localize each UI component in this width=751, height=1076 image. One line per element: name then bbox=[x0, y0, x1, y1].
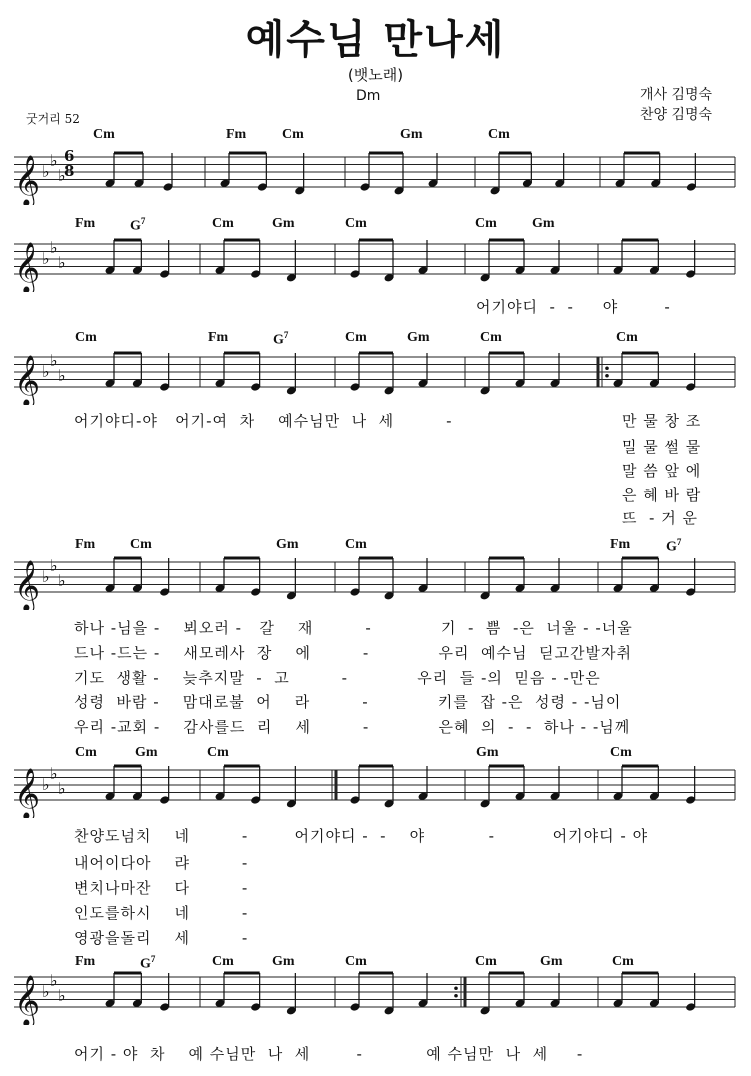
chord: Cm bbox=[345, 216, 367, 231]
flat-sign-icon: ♭ bbox=[58, 165, 66, 185]
flat-sign-icon: ♭ bbox=[50, 150, 58, 170]
repeat-dot bbox=[454, 986, 458, 990]
verse-start: 은 혜 바 람 bbox=[622, 486, 702, 504]
flat-sign-icon: ♭ bbox=[42, 162, 50, 181]
chord: Gm bbox=[476, 745, 499, 760]
chord: Cm bbox=[212, 216, 234, 231]
chord: Fm bbox=[75, 537, 96, 552]
flat-sign-icon: ♭ bbox=[42, 362, 50, 381]
chord: Cm bbox=[130, 537, 152, 552]
chord: Cm bbox=[475, 954, 497, 969]
lyric-line: 찬양도넘치 네 - 어기야디 - - 야 - 어기야디 - 야 bbox=[74, 827, 649, 845]
repeat-dot bbox=[605, 366, 609, 370]
flat-sign-icon: ♭ bbox=[58, 365, 66, 385]
repeat-dot bbox=[605, 374, 609, 378]
chord: Cm bbox=[610, 745, 632, 760]
chord: Gm bbox=[532, 216, 555, 231]
chord: Cm bbox=[345, 537, 367, 552]
chord: Cm bbox=[75, 330, 97, 345]
chord: Cm bbox=[75, 745, 97, 760]
chord: Gm bbox=[540, 954, 563, 969]
treble-clef-icon: 𝄞 bbox=[14, 355, 41, 405]
flat-sign-icon: ♭ bbox=[42, 982, 50, 1001]
verse-start: 만 물 창 조 bbox=[622, 412, 702, 430]
chord: Cm bbox=[212, 954, 234, 969]
chord: Cm bbox=[93, 127, 115, 142]
verse-start: 밀 물 썰 물 bbox=[622, 438, 702, 456]
treble-clef-icon: 𝄞 bbox=[14, 975, 41, 1025]
lyric-line: 영광을돌리 세 - bbox=[74, 929, 249, 947]
lyric-line: 우리 -교회 - 감사를드 리 세 - 은혜 의 - - 하나 - -님께 bbox=[74, 718, 631, 736]
lyric-line: 변치나마잔 다 - bbox=[74, 879, 249, 897]
music-staff bbox=[0, 345, 751, 405]
chord: Cm bbox=[616, 330, 638, 345]
chord: $G^7$ bbox=[666, 537, 682, 555]
chord: Gm bbox=[407, 330, 430, 345]
chord: Gm bbox=[272, 954, 295, 969]
lyric-line: 내어이다아 랴 - bbox=[74, 854, 249, 872]
lyric-line: 인도를하시 네 - bbox=[74, 904, 249, 922]
music-staff bbox=[0, 550, 751, 610]
music-staff bbox=[0, 232, 751, 292]
song-subtitle: (뱃노래) bbox=[347, 66, 404, 84]
chord: Cm bbox=[345, 330, 367, 345]
flat-sign-icon: ♭ bbox=[42, 249, 50, 268]
chord: Cm bbox=[488, 127, 510, 142]
lyric-line: 어기 - 야 차 예 수님만 나 세 - 예 수님만 나 세 - bbox=[74, 1045, 584, 1063]
verse-start: 말 씀 앞 에 bbox=[622, 462, 702, 480]
lyric-line: 성령 바람 - 맘대로불 어 라 - 키를 잡 -은 성령 - -님이 bbox=[74, 693, 622, 711]
chord: Cm bbox=[480, 330, 502, 345]
chord: Cm bbox=[207, 745, 229, 760]
chord: Gm bbox=[272, 216, 295, 231]
lyric-line: 기도 생활 - 늦추지말 - 고 - 우리 들 -의 믿음 - -만은 bbox=[74, 669, 601, 687]
song-title: 예수님 만나세 bbox=[245, 17, 506, 63]
chord: Fm bbox=[610, 537, 631, 552]
chord: Cm bbox=[475, 216, 497, 231]
chord: Fm bbox=[75, 954, 96, 969]
composer-credit: 찬양 김명숙 bbox=[640, 107, 713, 123]
chord: Fm bbox=[208, 330, 229, 345]
treble-clef-icon: 𝄞 bbox=[14, 560, 41, 610]
chord: Cm bbox=[282, 127, 304, 142]
chord: Gm bbox=[135, 745, 158, 760]
treble-clef-icon: 𝄞 bbox=[14, 155, 41, 205]
flat-sign-icon: ♭ bbox=[42, 775, 50, 794]
chord: $G^7$ bbox=[140, 954, 156, 972]
lyric-line: 어기야디-야 어기-여 차 예수님만 나 세 - bbox=[74, 412, 453, 430]
time-signature: 6 8 bbox=[64, 147, 75, 180]
lyric-line: 어기야디 - - 야 - bbox=[476, 298, 671, 316]
lyricist-credit: 개사 김명숙 bbox=[640, 87, 713, 103]
chord: Fm bbox=[75, 216, 96, 231]
flat-sign-icon: ♭ bbox=[58, 985, 66, 1005]
flat-sign-icon: ♭ bbox=[58, 252, 66, 272]
chord: Cm bbox=[612, 954, 634, 969]
lyric-line: 드나 -드는 - 새모레사 장 에 - 우리 예수님 딛고간발자취 bbox=[74, 644, 632, 662]
chord: Gm bbox=[276, 537, 299, 552]
flat-sign-icon: ♭ bbox=[58, 778, 66, 798]
chord: $G^7$ bbox=[273, 330, 289, 348]
flat-sign-icon: ♭ bbox=[50, 237, 58, 257]
key-label: Dm bbox=[356, 88, 381, 104]
treble-clef-icon: 𝄞 bbox=[14, 242, 41, 292]
flat-sign-icon: ♭ bbox=[50, 555, 58, 575]
flat-sign-icon: ♭ bbox=[50, 350, 58, 370]
flat-sign-icon: ♭ bbox=[50, 763, 58, 783]
music-staff bbox=[0, 758, 751, 818]
rhythm-label: 굿거리 52 bbox=[26, 112, 80, 126]
music-staff bbox=[0, 145, 751, 205]
chord: $G^7$ bbox=[130, 216, 146, 234]
repeat-dot bbox=[454, 994, 458, 998]
flat-sign-icon: ♭ bbox=[42, 567, 50, 586]
flat-sign-icon: ♭ bbox=[50, 970, 58, 990]
lyric-line: 하나 -님을 - 뵈오러 - 갈 재 - 기 - 쁨 -은 너울 - -너울 bbox=[74, 619, 633, 637]
treble-clef-icon: 𝄞 bbox=[14, 768, 41, 818]
chord: Fm bbox=[226, 127, 247, 142]
verse-start: 뜨 - 거 운 bbox=[622, 509, 698, 527]
chord: Gm bbox=[400, 127, 423, 142]
flat-sign-icon: ♭ bbox=[58, 570, 66, 590]
music-staff bbox=[0, 965, 751, 1025]
chord: Cm bbox=[345, 954, 367, 969]
